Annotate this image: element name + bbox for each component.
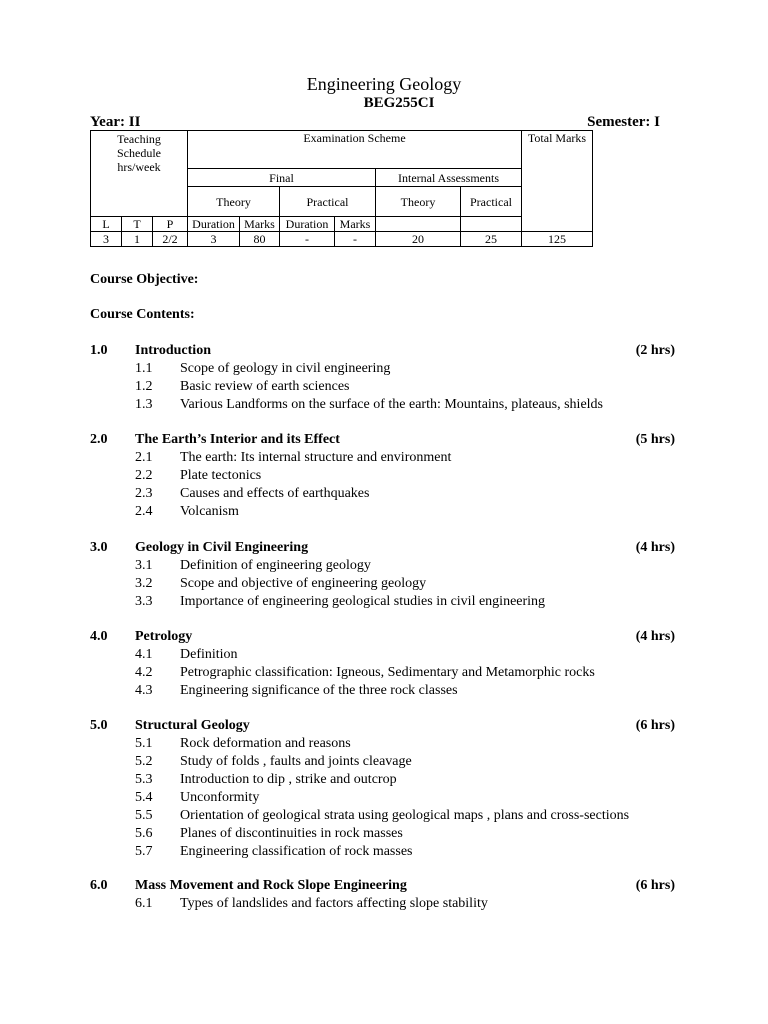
section-2 — [90, 431, 675, 521]
item-text: Definition of engineering geology — [180, 558, 371, 573]
item-number: 1.2 — [135, 379, 153, 394]
item-text: Study of folds , faults and joints cleavage — [180, 754, 412, 769]
section-number: 1.0 — [90, 343, 108, 358]
course-contents-heading: Course Contents: — [90, 307, 195, 322]
teaching-schedule-header: Teaching Schedule hrs/week — [91, 131, 188, 217]
section-item — [90, 789, 675, 807]
semester-label: Semester: I — [587, 114, 660, 130]
section-heading — [90, 342, 675, 360]
section-item — [90, 753, 675, 771]
item-number: 1.1 — [135, 361, 153, 376]
section-hours: (2 hrs) — [635, 343, 675, 358]
section-number: 6.0 — [90, 878, 108, 893]
value-cell: 125 — [522, 232, 593, 247]
section-hours: (6 hrs) — [635, 878, 675, 893]
section-item — [90, 467, 675, 485]
value-cell: 20 — [376, 232, 461, 247]
item-text: Planes of discontinuities in rock masses — [180, 826, 403, 841]
item-number: 5.2 — [135, 754, 153, 769]
section-heading — [90, 628, 675, 646]
section-hours: (4 hrs) — [635, 540, 675, 555]
course-code: BEG255CI — [363, 95, 435, 111]
section-item — [90, 895, 675, 913]
final-practical-header: Practical — [280, 187, 376, 217]
sub-header-duration: Duration — [280, 217, 335, 232]
item-number: 4.2 — [135, 665, 153, 680]
item-number: 3.3 — [135, 594, 153, 609]
item-text: Basic review of earth sciences — [180, 379, 350, 394]
final-header: Final — [188, 169, 376, 187]
item-text: Engineering significance of the three rock classes — [180, 683, 458, 698]
item-text: Definition — [180, 647, 238, 662]
section-heading — [90, 877, 675, 895]
item-number: 3.2 — [135, 576, 153, 591]
section-item — [90, 557, 675, 575]
sub-header-p: P — [153, 217, 188, 232]
item-text: Types of landslides and factors affecting slope stability — [180, 896, 488, 911]
section-item — [90, 396, 675, 414]
item-text: Plate tectonics — [180, 468, 262, 483]
item-text: Engineering classification of rock masses — [180, 844, 413, 859]
item-text: Causes and effects of earthquakes — [180, 486, 370, 501]
section-heading — [90, 539, 675, 557]
section-item — [90, 360, 675, 378]
total-marks-header: Total Marks — [522, 131, 593, 232]
item-number: 1.3 — [135, 397, 153, 412]
item-number: 4.3 — [135, 683, 153, 698]
section-6 — [90, 877, 675, 913]
section-hours: (4 hrs) — [635, 629, 675, 644]
section-1 — [90, 342, 675, 414]
item-number: 5.1 — [135, 736, 153, 751]
item-text: Rock deformation and reasons — [180, 736, 351, 751]
item-number: 2.1 — [135, 450, 153, 465]
value-cell: - — [280, 232, 335, 247]
item-text: Volcanism — [180, 504, 239, 519]
item-number: 6.1 — [135, 896, 153, 911]
section-number: 3.0 — [90, 540, 108, 555]
section-item — [90, 825, 675, 843]
sub-header-empty — [461, 217, 522, 232]
item-number: 5.7 — [135, 844, 153, 859]
item-number: 3.1 — [135, 558, 153, 573]
item-number: 2.4 — [135, 504, 153, 519]
section-item — [90, 485, 675, 503]
item-text: Petrographic classification: Igneous, Sedimentary and Metamorphic rocks — [180, 665, 595, 680]
item-text: Orientation of geological strata using geological maps , plans and cross-sections — [180, 808, 630, 823]
item-text: Unconformity — [180, 790, 260, 805]
sub-header-marks: Marks — [335, 217, 376, 232]
sub-header-t: T — [122, 217, 153, 232]
year-label: Year: II — [90, 114, 141, 130]
item-text: Importance of engineering geological studies in civil engineering — [180, 594, 546, 609]
section-item — [90, 575, 675, 593]
section-item — [90, 682, 675, 700]
section-title: Geology in Civil Engineering — [135, 540, 309, 555]
section-item — [90, 771, 675, 789]
course-objective-heading: Course Objective: — [90, 272, 199, 287]
item-text: Introduction to dip , strike and outcrop — [180, 772, 397, 787]
sub-header-marks: Marks — [240, 217, 280, 232]
document-title: Engineering Geology — [306, 74, 462, 94]
item-text: Scope of geology in civil engineering — [180, 361, 391, 376]
item-number: 5.4 — [135, 790, 153, 805]
section-number: 5.0 — [90, 718, 108, 733]
section-title: Introduction — [135, 343, 211, 358]
section-number: 4.0 — [90, 629, 108, 644]
sub-header-l: L — [91, 217, 122, 232]
section-title: Petrology — [135, 629, 193, 644]
section-title: Structural Geology — [135, 718, 250, 733]
section-item — [90, 593, 675, 611]
section-item — [90, 735, 675, 753]
item-number: 4.1 — [135, 647, 153, 662]
section-item — [90, 807, 675, 825]
value-cell: 1 — [122, 232, 153, 247]
item-number: 5.5 — [135, 808, 153, 823]
sub-header-empty — [376, 217, 461, 232]
section-item — [90, 664, 675, 682]
item-text: Various Landforms on the surface of the earth: Mountains, plateaus, shields — [180, 397, 604, 412]
value-cell: 3 — [91, 232, 122, 247]
section-title: Mass Movement and Rock Slope Engineering — [135, 878, 407, 893]
internal-assessments-header: Internal Assessments — [376, 169, 522, 187]
section-item — [90, 378, 675, 396]
item-text: Scope and objective of engineering geology — [180, 576, 427, 591]
section-item — [90, 843, 675, 861]
section-heading — [90, 717, 675, 735]
section-4 — [90, 628, 675, 700]
section-item — [90, 503, 675, 521]
section-5 — [90, 717, 675, 861]
item-text: The earth: Its internal structure and environment — [180, 450, 452, 465]
value-cell: - — [335, 232, 376, 247]
section-hours: (6 hrs) — [635, 718, 675, 733]
section-3 — [90, 539, 675, 611]
ia-theory-header: Theory — [376, 187, 461, 217]
section-hours: (5 hrs) — [635, 432, 675, 447]
value-cell: 25 — [461, 232, 522, 247]
examination-scheme-header: Examination Scheme — [188, 131, 522, 169]
section-title: The Earth’s Interior and its Effect — [135, 432, 340, 447]
section-item — [90, 449, 675, 467]
value-cell: 2/2 — [153, 232, 188, 247]
ia-practical-header: Practical — [461, 187, 522, 217]
examination-scheme-table — [90, 130, 593, 247]
item-number: 2.2 — [135, 468, 153, 483]
item-number: 5.3 — [135, 772, 153, 787]
item-number: 2.3 — [135, 486, 153, 501]
value-cell: 80 — [240, 232, 280, 247]
final-theory-header: Theory — [188, 187, 280, 217]
section-heading — [90, 431, 675, 449]
sub-header-duration: Duration — [188, 217, 240, 232]
item-number: 5.6 — [135, 826, 153, 841]
section-item — [90, 646, 675, 664]
value-cell: 3 — [188, 232, 240, 247]
section-number: 2.0 — [90, 432, 108, 447]
